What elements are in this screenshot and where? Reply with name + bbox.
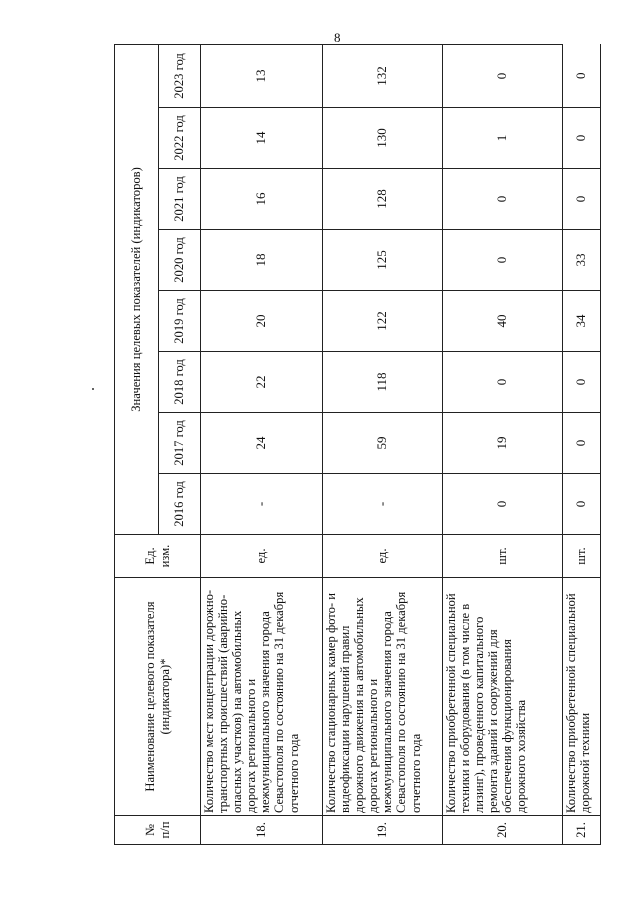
row-value: 13: [201, 44, 323, 107]
header-row-group: [115, 44, 159, 844]
row-value: 0: [563, 352, 601, 413]
row-value: 0: [563, 413, 601, 474]
row-name: Количество стационарных камер фото- и видеофиксации нарушений правил дорожного движения на автомобильных дорогах регионального и межмуниципального значения города Севастополя по состоянию на 31 декабря отчетного года: [323, 578, 443, 816]
row-value: 34: [563, 291, 601, 352]
header-year: 2020 год: [159, 230, 201, 291]
row-value: 0: [563, 44, 601, 107]
row-num: 18.: [201, 816, 323, 845]
table-row: [563, 44, 601, 844]
header-year: 2021 год: [159, 169, 201, 230]
row-num: 20.: [443, 816, 563, 845]
row-value: 22: [201, 352, 323, 413]
row-unit: ед.: [323, 535, 443, 578]
header-year: 2018 год: [159, 352, 201, 413]
row-name: Количество мест концентрации дорожно-транспортных происшествий (аварийно-опасных участков) на автомобильных дорогах регионального и межмуниципального значения города Севастополя по состоянию на 31 декабря отчетного года: [201, 578, 323, 816]
row-value: 40: [443, 291, 563, 352]
row-name: Количество приобретенной специальной техники и оборудования (в том числе в лизинг), проведенного капитального ремонта зданий и сооружений для обеспечения функционирования дорожного хозяйства: [443, 578, 563, 816]
row-value: 130: [323, 108, 443, 169]
header-num: № п/п: [115, 816, 201, 845]
row-value: 0: [563, 108, 601, 169]
row-unit: шт.: [563, 535, 601, 578]
row-value: 122: [323, 291, 443, 352]
row-value: 14: [201, 108, 323, 169]
header-year: 2023 год: [159, 44, 201, 107]
row-value: 0: [563, 169, 601, 230]
row-value: 132: [323, 44, 443, 107]
header-year: 2016 год: [159, 474, 201, 535]
row-value: 20: [201, 291, 323, 352]
page-number: 8: [334, 30, 341, 45]
rotated-table-container: [114, 45, 600, 845]
header-unit: Ед. изм.: [115, 535, 201, 578]
row-value: 33: [563, 230, 601, 291]
row-value: 0: [443, 230, 563, 291]
row-value: -: [323, 474, 443, 535]
row-value: 118: [323, 352, 443, 413]
row-value: 19: [443, 413, 563, 474]
header-year: 2022 год: [159, 108, 201, 169]
header-year: 2017 год: [159, 413, 201, 474]
row-value: 18: [201, 230, 323, 291]
row-value: 0: [443, 352, 563, 413]
row-unit: шт.: [443, 535, 563, 578]
row-value: 24: [201, 413, 323, 474]
indicators-table: [114, 44, 601, 845]
table-row: [443, 44, 563, 844]
row-unit: ед.: [201, 535, 323, 578]
table-row: [323, 44, 443, 844]
scan-speck: [92, 388, 94, 390]
row-name: Количество приобретенной специальной дорожной техники: [563, 578, 601, 816]
header-year: 2019 год: [159, 291, 201, 352]
row-value: -: [201, 474, 323, 535]
row-num: 21.: [563, 816, 601, 845]
row-value: 0: [443, 169, 563, 230]
row-value: 59: [323, 413, 443, 474]
row-value: 16: [201, 169, 323, 230]
row-num: 19.: [323, 816, 443, 845]
row-value: 1: [443, 108, 563, 169]
table-row: [201, 44, 323, 844]
row-value: 0: [443, 474, 563, 535]
row-value: 0: [443, 44, 563, 107]
header-values-group: Значения целевых показателей (индикаторов): [115, 44, 159, 534]
row-value: 128: [323, 169, 443, 230]
header-name: Наименование целевого показателя (индикатора)*: [115, 578, 201, 816]
row-value: 0: [563, 474, 601, 535]
row-value: 125: [323, 230, 443, 291]
